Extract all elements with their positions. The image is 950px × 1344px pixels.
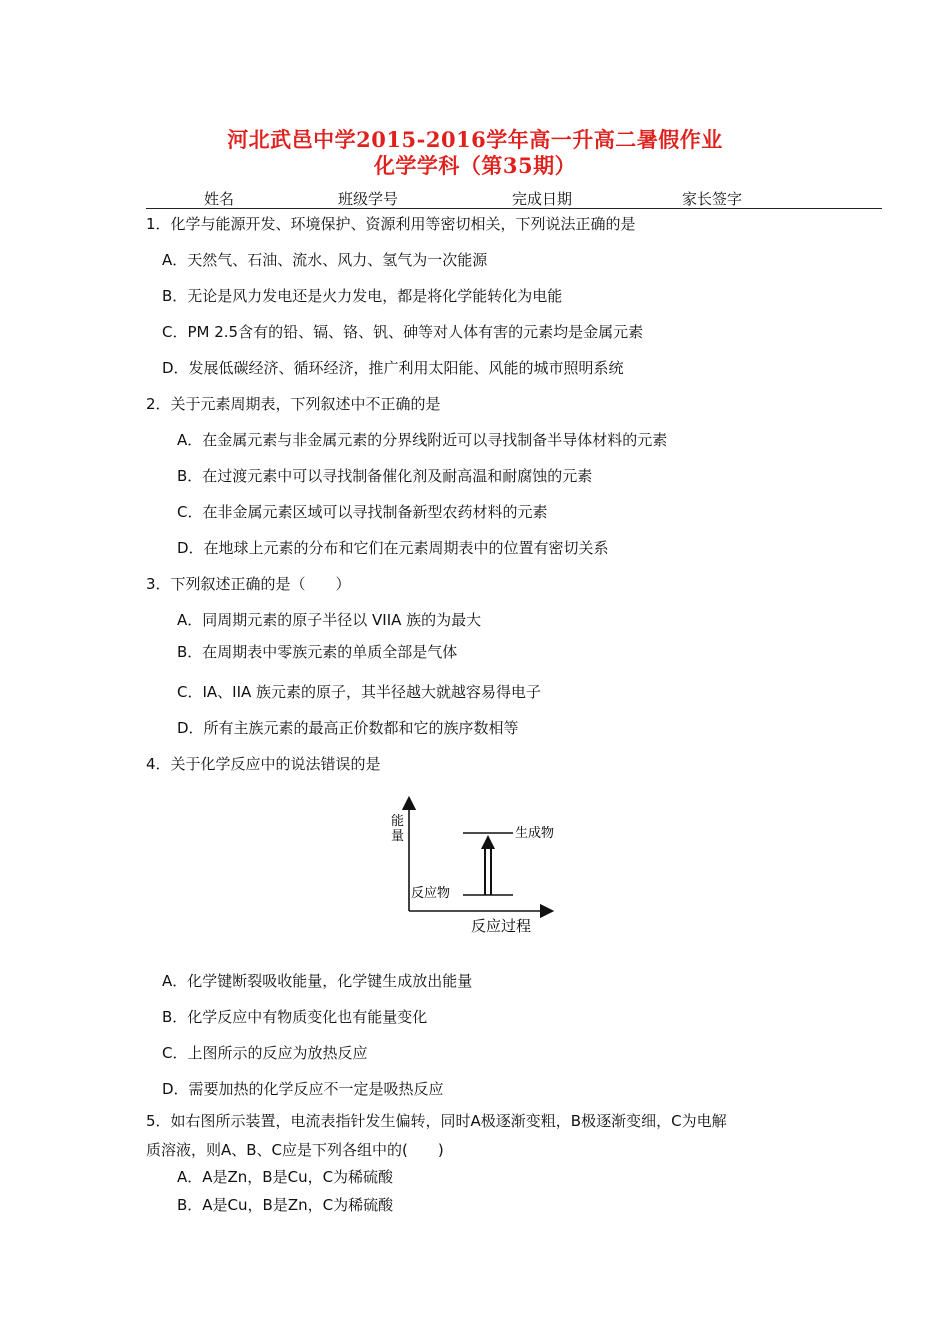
question-1-stem: 1．化学与能源开发、环境保护、资源利用等密切相关，下列说法正确的是	[146, 215, 636, 233]
product-label: 生成物	[515, 826, 555, 841]
question-4-option-c: C．上图所示的反应为放热反应	[162, 1044, 368, 1062]
parent-signature-field-label: 家长签字	[682, 190, 743, 208]
question-3-option-a: A．同周期元素的原子半径以 VIIA 族的为最大	[177, 611, 482, 629]
y-axis-label-char-1: 能	[391, 814, 405, 829]
question-2-option-b: B．在过渡元素中可以寻找制备催化剂及耐高温和耐腐蚀的元素	[177, 467, 593, 485]
energy-diagram	[385, 785, 575, 940]
question-5-option-b: B．A是Cu，B是Zn，C为稀硫酸	[177, 1196, 394, 1214]
question-3-option-b: B．在周期表中零族元素的单质全部是气体	[177, 643, 458, 661]
reactant-label: 反应物	[411, 886, 451, 901]
energy-arrow-head	[481, 835, 495, 849]
question-2-option-c: C．在非金属元素区域可以寻找制备新型农药材料的元素	[177, 503, 548, 521]
question-4-option-b: B．化学反应中有物质变化也有能量变化	[162, 1008, 428, 1026]
question-1-option-d: D．发展低碳经济、循环经济，推广利用太阳能、风能的城市照明系统	[162, 359, 624, 377]
question-5-option-a: A．A是Zn，B是Cu，C为稀硫酸	[177, 1168, 394, 1186]
question-4-stem: 4．关于化学反应中的说法错误的是	[146, 755, 381, 773]
student-info-row	[146, 188, 882, 210]
y-axis-label-char-2: 量	[391, 829, 405, 844]
question-4-option-a: A．化学键断裂吸收能量，化学键生成放出能量	[162, 972, 473, 990]
question-2-stem: 2．关于元素周期表，下列叙述中不正确的是	[146, 395, 441, 413]
class-number-field-label: 班级学号	[338, 190, 399, 208]
question-2-option-a: A．在金属元素与非金属元素的分界线附近可以寻找制备半导体材料的元素	[177, 431, 668, 449]
question-3-stem: 3．下列叙述正确的是（ ）	[146, 575, 351, 593]
question-4-option-d: D．需要加热的化学反应不一定是吸热反应	[162, 1080, 444, 1098]
question-2-option-d: D．在地球上元素的分布和它们在元素周期表中的位置有密切关系	[177, 539, 609, 557]
question-3-option-c: C．IA、IIA 族元素的原子，其半径越大就越容易得电子	[177, 683, 542, 701]
question-1-option-a: A．天然气、石油、流水、风力、氢气为一次能源	[162, 251, 488, 269]
question-3-option-d: D．所有主族元素的最高正价数都和它的族序数相等	[177, 719, 519, 737]
name-field-label: 姓名	[204, 190, 235, 208]
document-subtitle: 化学学科（第35期）	[373, 153, 577, 178]
x-axis-label: 反应过程	[471, 917, 532, 935]
document-title: 河北武邑中学2015-2016学年高一升高二暑假作业	[227, 127, 723, 152]
question-1-option-b: B．无论是风力发电还是火力发电，都是将化学能转化为电能	[162, 287, 563, 305]
question-5-stem-line-2: 质溶液，则A、B、C应是下列各组中的( )	[146, 1141, 444, 1159]
question-1-option-c: C．PM 2.5含有的铅、镉、铬、钒、砷等对人体有害的元素均是金属元素	[162, 323, 644, 341]
question-5-stem-line-1: 5．如右图所示装置，电流表指针发生偏转，同时A极逐渐变粗，B极逐渐变细，C为电解	[146, 1112, 727, 1130]
completion-date-field-label: 完成日期	[512, 190, 573, 208]
